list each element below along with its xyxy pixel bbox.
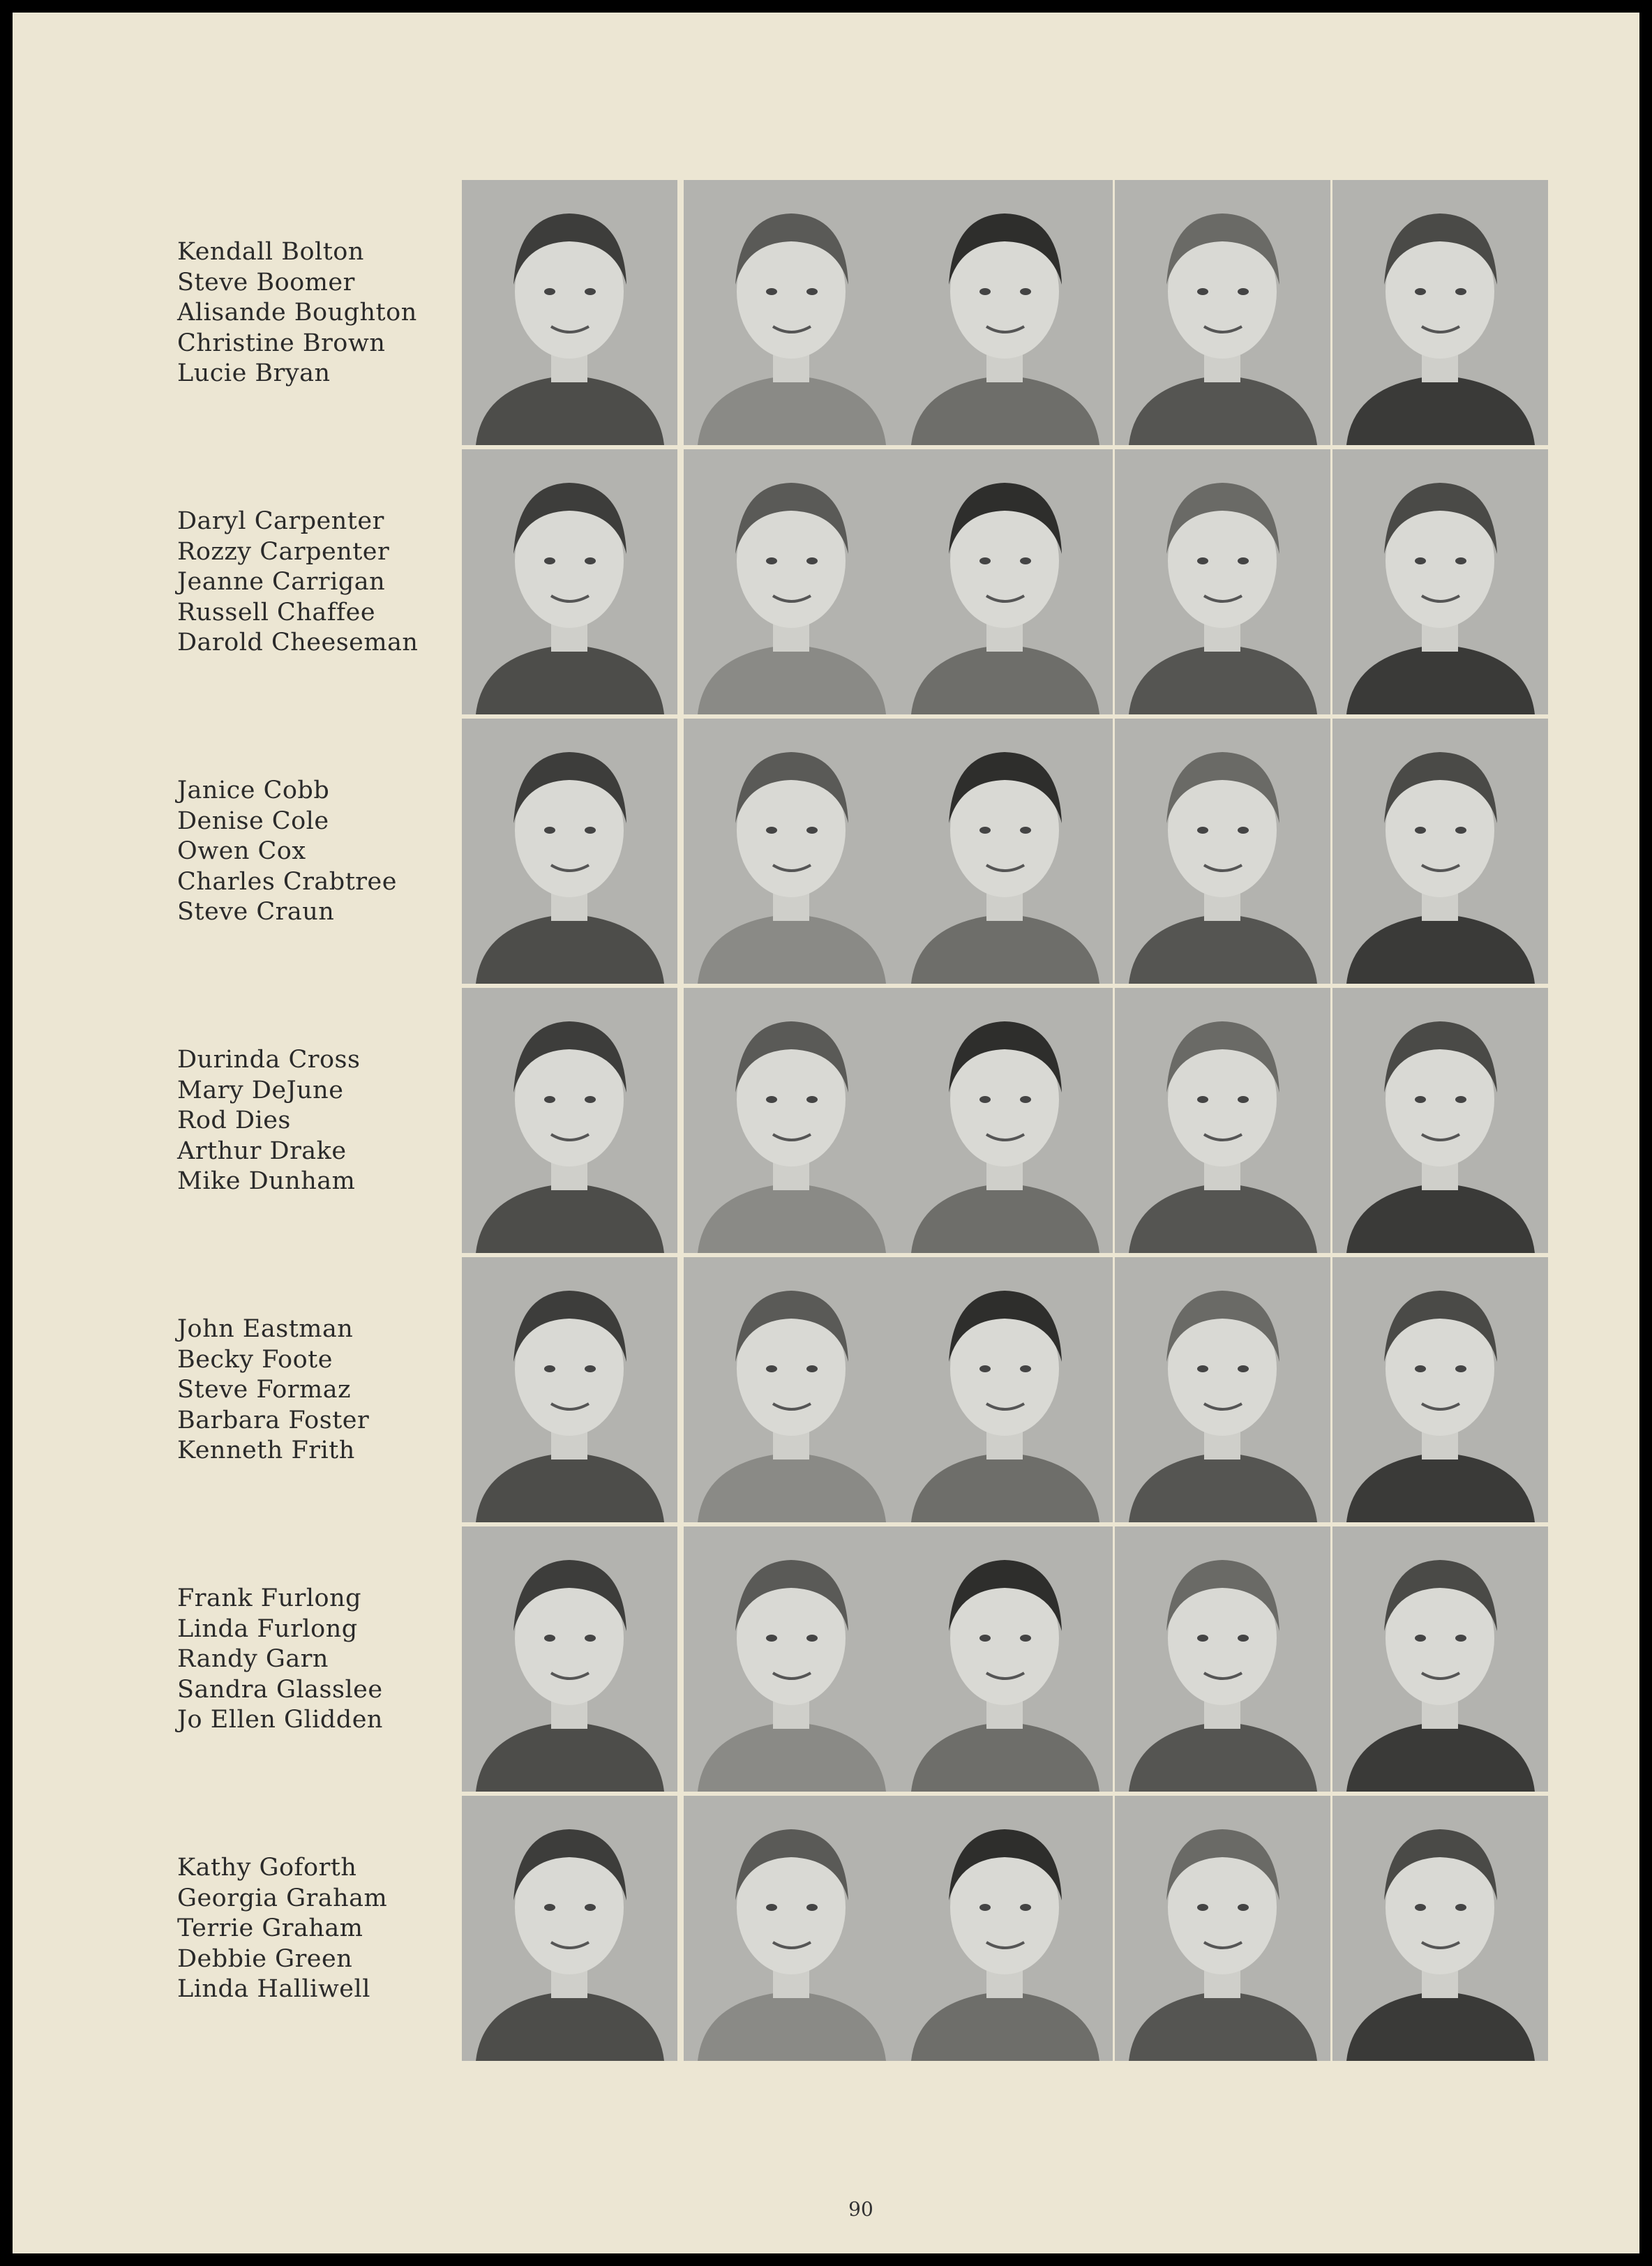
portrait-silhouette bbox=[897, 1257, 1113, 1522]
student-name: Barbara Foster bbox=[177, 1406, 370, 1434]
student-names-list bbox=[177, 1853, 456, 2005]
portrait-silhouette bbox=[462, 449, 677, 714]
portrait-silhouette bbox=[1332, 1526, 1548, 1792]
student-portrait bbox=[684, 449, 899, 714]
student-portrait bbox=[1332, 988, 1548, 1253]
student-name: Steve Boomer bbox=[177, 268, 355, 297]
student-portrait bbox=[1115, 449, 1330, 714]
student-portrait bbox=[1115, 719, 1330, 984]
portrait-silhouette bbox=[1332, 719, 1548, 984]
portrait-silhouette bbox=[684, 1526, 899, 1792]
student-portrait bbox=[897, 719, 1113, 984]
student-name: Debbie Green bbox=[177, 1944, 353, 1973]
student-portrait bbox=[462, 449, 677, 714]
student-name: Mike Dunham bbox=[177, 1167, 356, 1195]
student-name: Denise Cole bbox=[177, 806, 329, 835]
student-portrait bbox=[1115, 180, 1330, 445]
student-names-list bbox=[177, 507, 456, 659]
student-name: Janice Cobb bbox=[177, 776, 330, 804]
student-portrait bbox=[462, 1257, 677, 1522]
student-name: Owen Cox bbox=[177, 837, 306, 865]
portrait-silhouette bbox=[684, 1257, 899, 1522]
portrait-silhouette bbox=[462, 719, 677, 984]
portrait-silhouette bbox=[1332, 449, 1548, 714]
portrait-silhouette bbox=[1332, 988, 1548, 1253]
student-name: Sandra Glasslee bbox=[177, 1675, 383, 1704]
portrait-silhouette bbox=[1332, 1257, 1548, 1522]
student-name: Kathy Goforth bbox=[177, 1854, 357, 1882]
student-name: Lucie Bryan bbox=[177, 359, 331, 387]
student-portrait bbox=[897, 1796, 1113, 2061]
student-name: Kenneth Frith bbox=[177, 1436, 355, 1464]
student-name: Charles Crabtree bbox=[177, 867, 397, 896]
student-name: Rozzy Carpenter bbox=[177, 537, 390, 566]
portrait-silhouette bbox=[684, 719, 899, 984]
student-portrait bbox=[1332, 719, 1548, 984]
portrait-silhouette bbox=[897, 988, 1113, 1253]
student-portrait bbox=[462, 988, 677, 1253]
student-portrait bbox=[684, 1526, 899, 1792]
portrait-silhouette bbox=[1115, 719, 1330, 984]
student-portrait bbox=[897, 449, 1113, 714]
portrait-silhouette bbox=[1115, 1796, 1330, 2061]
student-names-list bbox=[177, 1584, 456, 1736]
student-portrait bbox=[1115, 1257, 1330, 1522]
student-portrait bbox=[462, 719, 677, 984]
portrait-silhouette bbox=[462, 1526, 677, 1792]
student-portrait bbox=[1332, 1257, 1548, 1522]
student-name: Jo Ellen Glidden bbox=[177, 1706, 383, 1734]
student-name: Jeanne Carrigan bbox=[177, 568, 386, 596]
student-name: Becky Foote bbox=[177, 1345, 333, 1374]
student-portrait bbox=[462, 1796, 677, 2061]
portrait-silhouette bbox=[462, 180, 677, 445]
student-portrait bbox=[897, 1257, 1113, 1522]
student-names-list bbox=[177, 776, 456, 928]
student-name: Daryl Carpenter bbox=[177, 507, 384, 535]
portrait-silhouette bbox=[1332, 180, 1548, 445]
student-portrait bbox=[897, 988, 1113, 1253]
student-portrait bbox=[684, 719, 899, 984]
portrait-silhouette bbox=[897, 449, 1113, 714]
portrait-silhouette bbox=[684, 988, 899, 1253]
student-name: Frank Furlong bbox=[177, 1584, 362, 1612]
student-name: Darold Cheeseman bbox=[177, 629, 419, 656]
yearbook-page bbox=[13, 13, 1639, 2253]
student-portrait bbox=[897, 1526, 1113, 1792]
portrait-silhouette bbox=[462, 1796, 677, 2061]
student-name: Durinda Cross bbox=[177, 1046, 361, 1074]
student-name: Linda Furlong bbox=[177, 1614, 358, 1643]
student-name: Russell Chaffee bbox=[177, 598, 376, 626]
page-number: 90 bbox=[848, 2198, 873, 2221]
student-name: Georgia Graham bbox=[177, 1884, 388, 1912]
student-name: Rod Dies bbox=[177, 1106, 291, 1134]
student-name: Kendall Bolton bbox=[177, 238, 364, 266]
student-name: Christine Brown bbox=[177, 329, 386, 357]
student-portrait bbox=[684, 1796, 899, 2061]
student-portrait bbox=[897, 180, 1113, 445]
student-name: Linda Halliwell bbox=[177, 1975, 370, 2003]
student-portrait bbox=[1332, 449, 1548, 714]
student-name: John Eastman bbox=[177, 1315, 354, 1343]
student-name: Steve Formaz bbox=[177, 1376, 352, 1404]
portrait-silhouette bbox=[462, 1257, 677, 1522]
portrait-silhouette bbox=[897, 719, 1113, 984]
student-portrait bbox=[462, 1526, 677, 1792]
portrait-silhouette bbox=[684, 1796, 899, 2061]
student-name: Steve Craun bbox=[177, 898, 335, 926]
portrait-silhouette bbox=[462, 988, 677, 1253]
student-names-list bbox=[177, 1314, 456, 1466]
student-portrait bbox=[1332, 180, 1548, 445]
student-portrait bbox=[1332, 1526, 1548, 1792]
portrait-silhouette bbox=[1115, 180, 1330, 445]
portrait-silhouette bbox=[1115, 1257, 1330, 1522]
student-portrait bbox=[1332, 1796, 1548, 2061]
portrait-silhouette bbox=[897, 1526, 1113, 1792]
student-name: Alisande Boughton bbox=[177, 299, 417, 327]
student-portrait bbox=[684, 1257, 899, 1522]
portrait-silhouette bbox=[897, 180, 1113, 445]
student-portrait bbox=[684, 988, 899, 1253]
portrait-silhouette bbox=[1332, 1796, 1548, 2061]
student-portrait bbox=[462, 180, 677, 445]
student-names-list bbox=[177, 1045, 456, 1197]
portrait-silhouette bbox=[897, 1796, 1113, 2061]
student-portrait bbox=[1115, 988, 1330, 1253]
student-name: Mary DeJune bbox=[177, 1076, 344, 1104]
student-portrait bbox=[684, 180, 899, 445]
portrait-silhouette bbox=[684, 449, 899, 714]
student-portrait bbox=[1115, 1796, 1330, 2061]
student-portrait bbox=[1115, 1526, 1330, 1792]
portrait-silhouette bbox=[1115, 988, 1330, 1253]
student-name: Terrie Graham bbox=[177, 1914, 363, 1942]
portrait-silhouette bbox=[684, 180, 899, 445]
student-names-list bbox=[177, 237, 456, 389]
student-name: Arthur Drake bbox=[177, 1136, 347, 1165]
portrait-silhouette bbox=[1115, 449, 1330, 714]
portrait-silhouette bbox=[1115, 1526, 1330, 1792]
student-name: Randy Garn bbox=[177, 1645, 329, 1673]
